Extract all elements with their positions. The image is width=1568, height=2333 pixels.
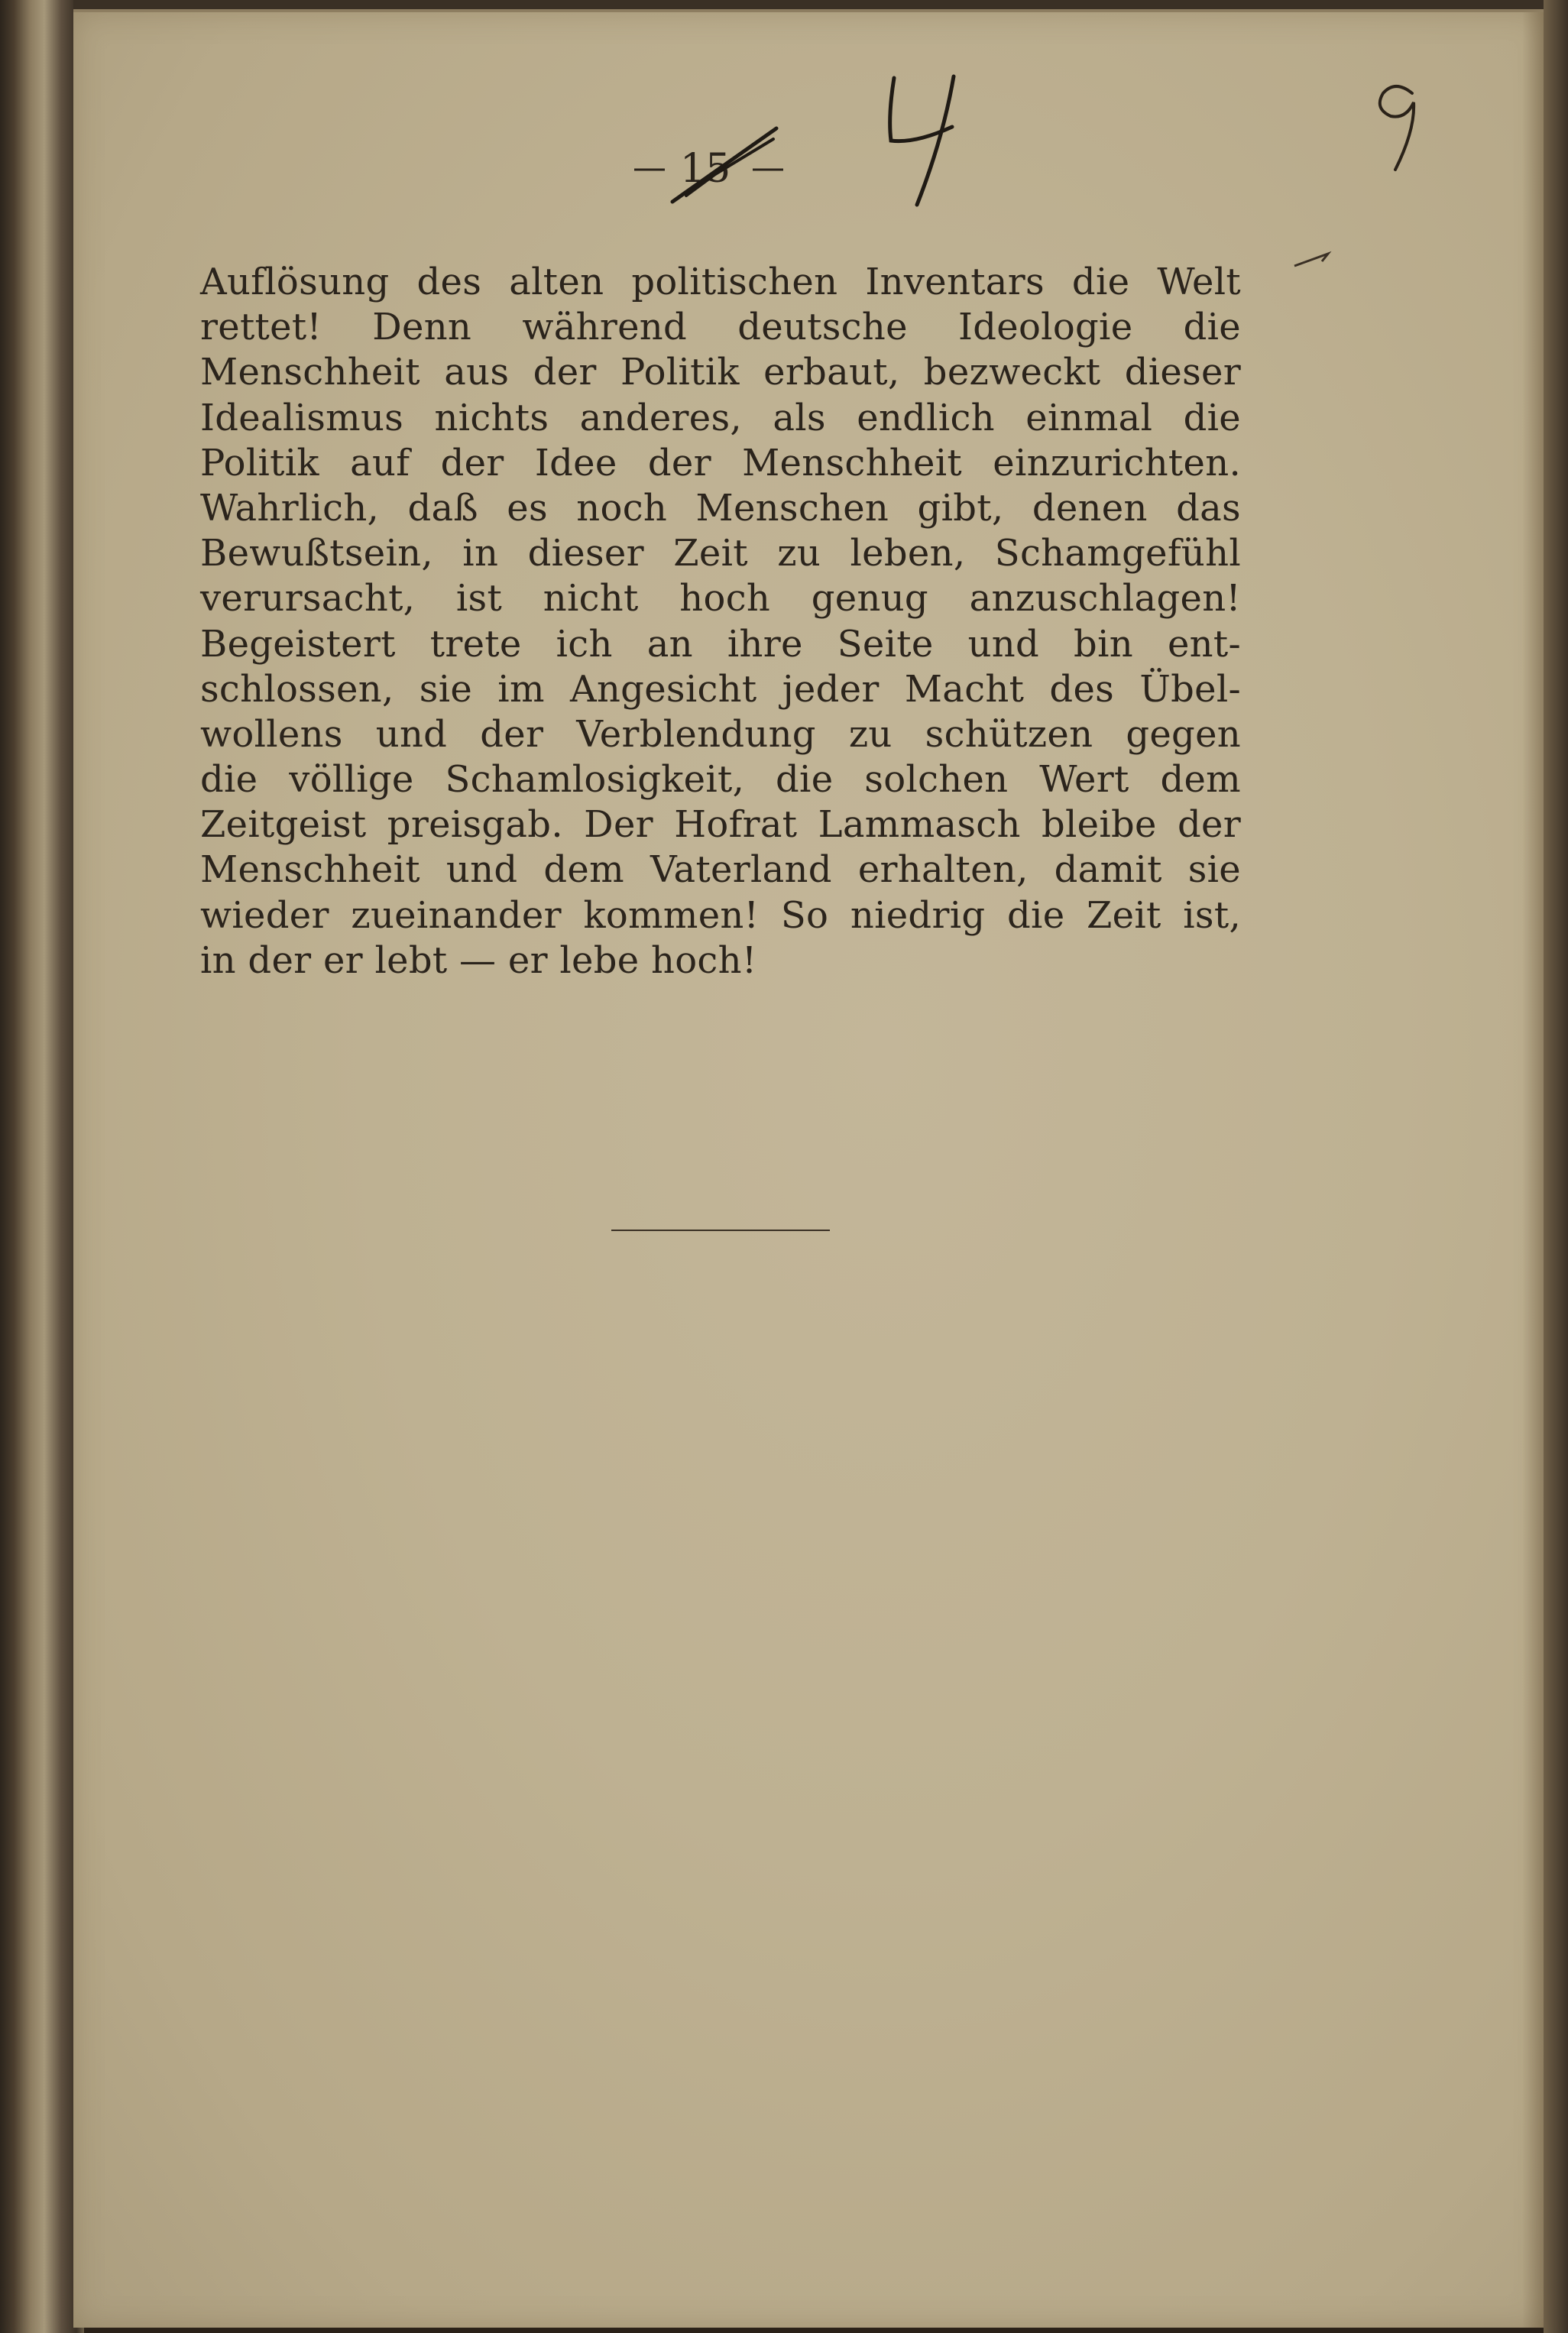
text-line: Zeitgeist preisgab. Der Hofrat Lammasch bleibe der — [200, 803, 1241, 847]
text-line: Auflösung des alten politischen Inventars die Welt — [200, 261, 1241, 303]
text-line: wollens und der Verblendung zu schützen gegen — [200, 712, 1241, 756]
page-number-text: 4 — [877, 70, 878, 71]
handwritten-page-number — [877, 70, 969, 208]
text-line: rettet! Denn während deutsche Ideologie die — [200, 306, 1241, 349]
text-line: Begeistert trete ich an ihre Seite und bin ent- — [200, 622, 1241, 666]
stray-mark — [1291, 243, 1337, 274]
text-line: Politik auf der Idee der Menschheit einzurichten. — [200, 441, 1241, 484]
right-edge — [1544, 0, 1568, 2333]
text-line-last: in der er lebt — er lebe hoch! — [200, 938, 757, 982]
text-line: schlossen, sie im Angesicht jeder Macht des Übel- — [200, 667, 1241, 711]
body-text — [200, 260, 1241, 983]
struck-number-text: 15 — [680, 146, 731, 192]
margin-folio-text: 9 — [1368, 76, 1369, 77]
section-separator — [611, 1230, 830, 1231]
text-line: Menschheit aus der Politik erbaut, bezweckt dieser — [200, 351, 1241, 394]
text-line: Bewußtsein, in dieser Zeit zu leben, Schamgefühl — [200, 532, 1241, 575]
text-line: die völlige Schamlosigkeit, die solchen Wert dem — [200, 758, 1241, 802]
text-line: Menschheit und dem Vaterland erhalten, damit sie — [200, 848, 1241, 892]
text-line: verursacht, ist nicht hoch genug anzuschlagen! — [200, 577, 1241, 621]
book-binding — [0, 0, 84, 2333]
struck-page-number — [627, 122, 825, 206]
text-line: Wahrlich, daß es noch Menschen gibt, denen das — [200, 486, 1241, 530]
text-line: wieder zueinander kommen! So niedrig die Zeit ist, — [200, 893, 1241, 937]
margin-folio-number — [1368, 76, 1429, 176]
text-line: Idealismus nichts anderes, als endlich einmal die — [200, 396, 1241, 439]
